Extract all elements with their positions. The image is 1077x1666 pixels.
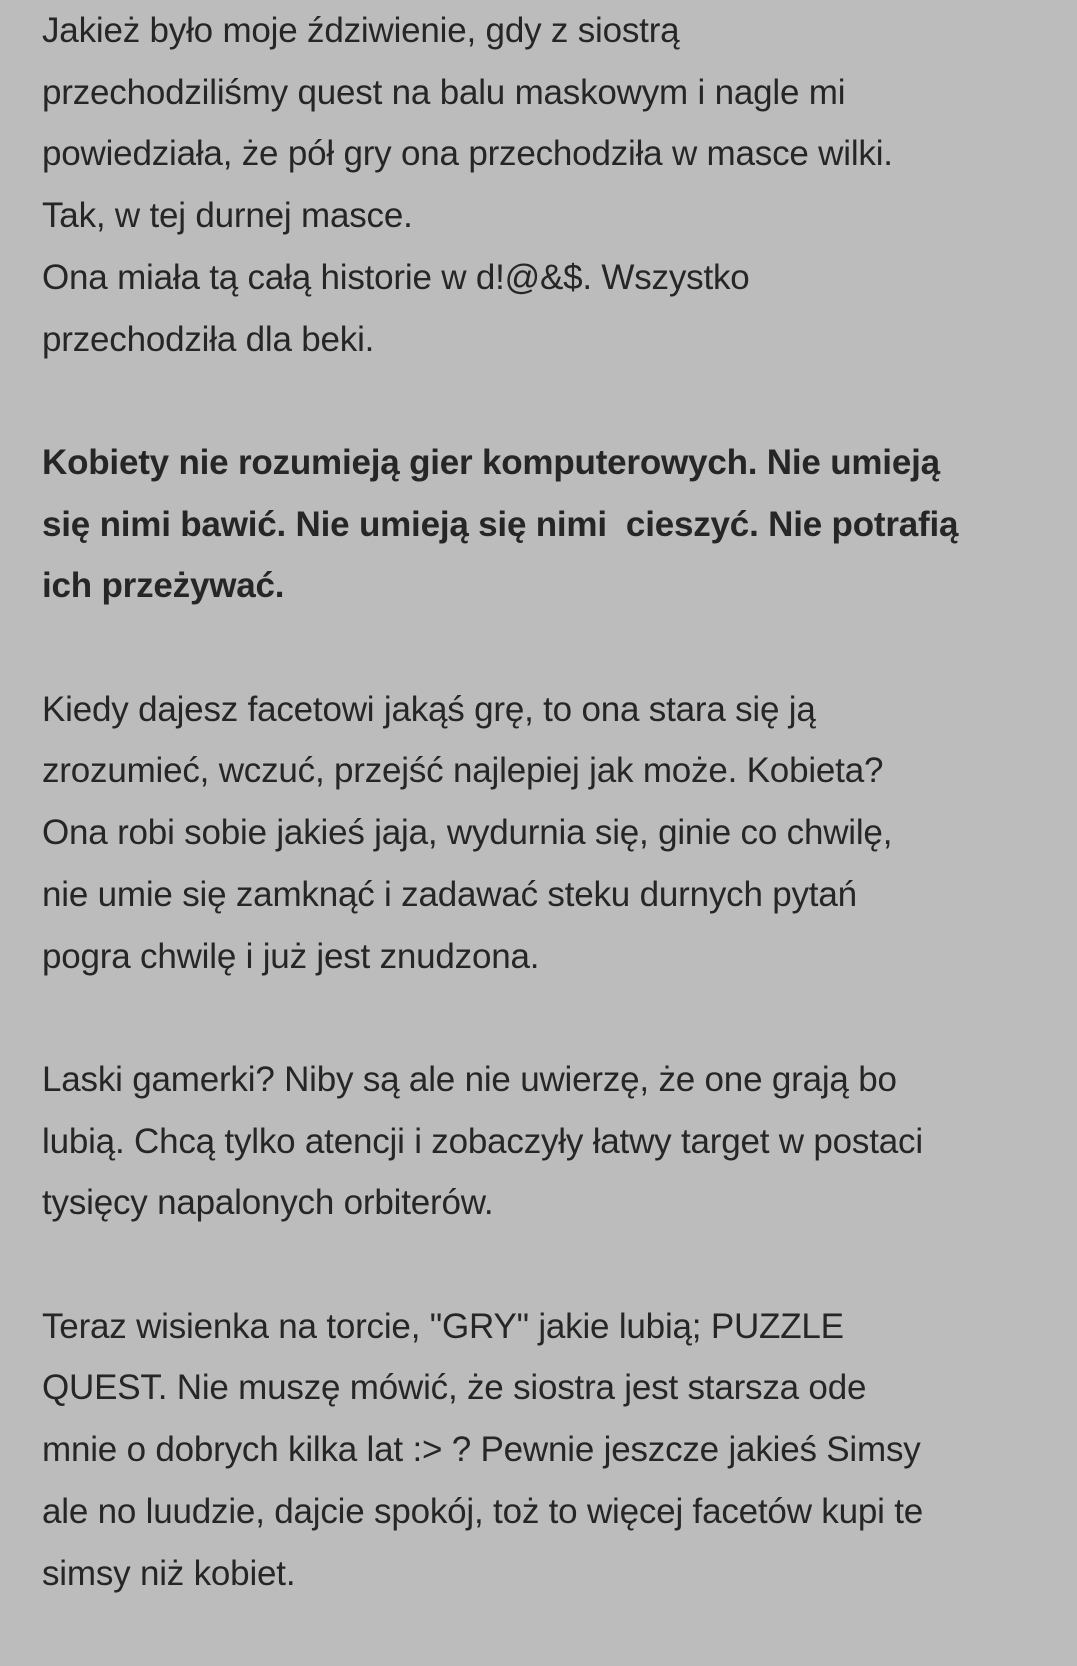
- text-line: Kobiety nie rozumieją gier komputerowych. Nie umieją: [42, 442, 940, 482]
- text-line: tysięcy napalonych orbiterów.: [42, 1183, 494, 1223]
- text-line: Tak, w tej durnej masce.: [42, 196, 413, 236]
- text-line: Laski gamerki? Niby są ale nie uwierzę, że one grają bo: [42, 1059, 897, 1099]
- text-line: ich przeżywać.: [42, 566, 285, 606]
- text-line: Jakież było moje ździwienie, gdy z siostrą: [42, 11, 680, 50]
- text-line: Teraz wisienka na torcie, "GRY" jakie lubią; PUZZLE: [42, 1306, 844, 1346]
- text-line: simsy niż kobiet.: [42, 1553, 296, 1593]
- text-line: się nimi bawić. Nie umieją się nimi cieszyć. Nie potrafią: [42, 504, 959, 544]
- text-line: Ona robi sobie jakieś jaja, wydurnia się, ginie co chwilę,: [42, 813, 893, 853]
- text-line: mnie o dobrych kilka lat :> ? Pewnie jeszcze jakieś Simsy: [42, 1430, 921, 1470]
- text-line: Kiedy dajesz facetowi jakąś grę, to ona stara się ją: [42, 689, 816, 729]
- paragraph-gamer-girls: [42, 1049, 1052, 1234]
- text-line: powiedziała, że pół gry ona przechodziła w masce wilki.: [42, 134, 893, 174]
- text-line: zrozumieć, wczuć, przejść najlepiej jak może. Kobieta?: [42, 751, 884, 791]
- text-line: lubią. Chcą tylko atencji i zobaczyły łatwy target w postaci: [42, 1121, 923, 1161]
- text-line: pogra chwilę i już jest znudzona.: [42, 936, 540, 976]
- text-line: QUEST. Nie muszę mówić, że siostra jest starsza ode: [42, 1368, 867, 1408]
- paragraph-intro: [42, 0, 1052, 370]
- text-line: nie umie się zamknąć i zadawać steku durnych pytań: [42, 874, 857, 914]
- text-line: ale no luudzie, dajcie spokój, toż to więcej facetów kupi te: [42, 1491, 924, 1531]
- article-body: [42, 0, 1052, 1666]
- text-line: przechodziła dla beki.: [42, 319, 375, 359]
- paragraph-puzzle-quest: [42, 1296, 1052, 1605]
- text-line: Ona miała tą całą historie w d!@&$. Wszystko: [42, 257, 750, 297]
- paragraph-bold-statement: [42, 432, 1052, 617]
- paragraph-comparison: [42, 679, 1052, 988]
- text-line: przechodziliśmy quest na balu maskowym i nagle mi: [42, 72, 846, 112]
